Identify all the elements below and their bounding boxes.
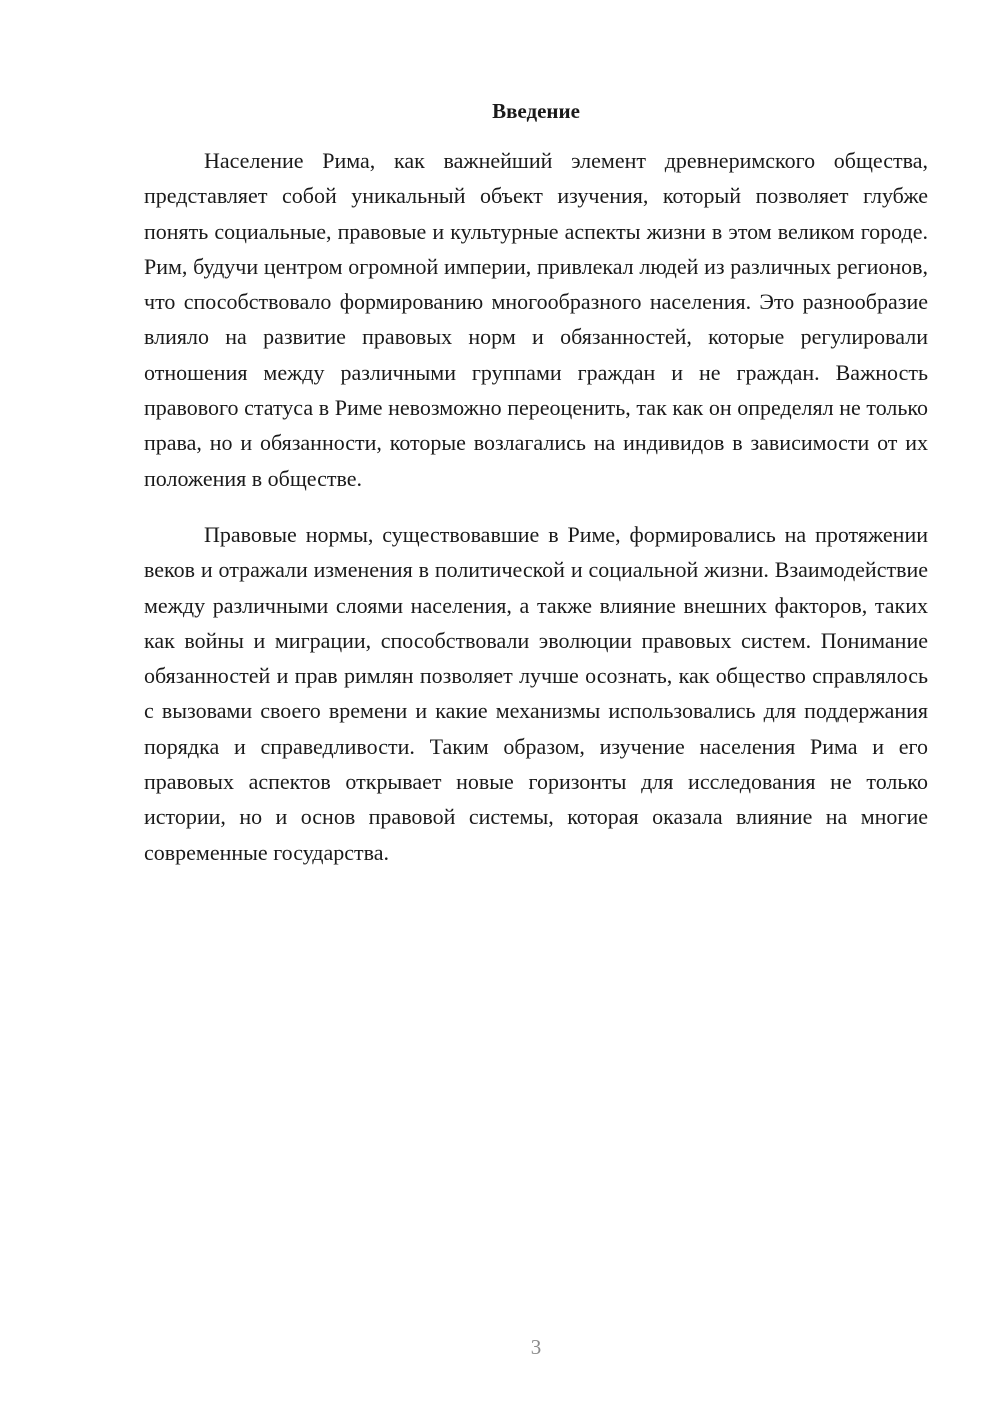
page-number: 3 bbox=[530, 1335, 542, 1359]
body-text bbox=[144, 143, 928, 870]
section-title: Введение bbox=[492, 99, 580, 123]
paragraph-2: Правовые нормы, существовавшие в Риме, формировались на протяжении веков и отражали изменения в политической и социальной жизни. Взаимодействие между различными слоями населения, а также влияние внешних факторов, таких как войны и миграции, способствовали эволюции правовых систем. Понимание обязанностей и прав римлян позволяет лучше осознать, как общество справлялось с вызовами своего времени и какие механизмы использовались для поддержания порядка и справедливости. Таким образом, изучение населения Рима и его правовых аспектов открывает новые горизонты для исследования не только истории, но и основ правовой системы, которая оказала влияние на многие современные государства. bbox=[144, 521, 928, 865]
paragraph-1: Население Рима, как важнейший элемент древнеримского общества, представляет собой уникальный объект изучения, который позволяет глубже понять социальные, правовые и культурные аспекты жизни в этом великом городе. Рим, будучи центром огромной империи, привлекал людей из различных регионов, что способствовало формированию многообразного населения. Это разнообразие влияло на развитие правовых норм и обязанностей, которые регулировали отношения между различными группами граждан и не граждан. Важность правового статуса в Риме невозможно переоценить, так как он определял не только права, но и обязанности, которые возлагались на индивидов в зависимости от их положения в обществе. bbox=[144, 148, 928, 491]
